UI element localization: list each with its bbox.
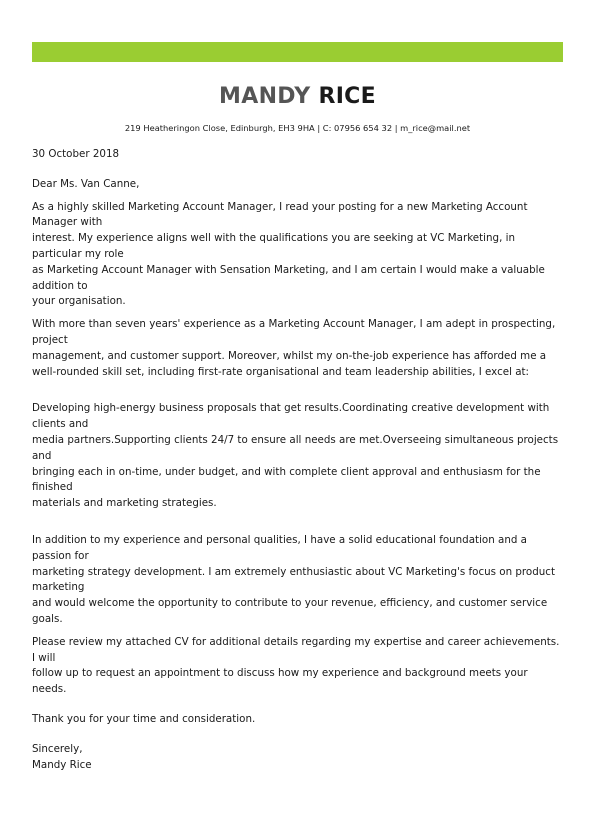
letter-body	[32, 147, 563, 773]
header-accent-bar	[32, 42, 563, 62]
letter-closing: Sincerely,	[32, 742, 83, 755]
applicant-last-name: RICE	[318, 84, 376, 109]
letter-paragraph-intro: As a highly skilled Marketing Account Manager, I read your posting for a new Marketing Account Manager with interest. My experience aligns well with the qualifications you are seeking at VC Marketing, in particular my role as Marketing Account Manager with Sensation Marketing, and I am certain I would make a valuable addition to your organisation.	[32, 200, 545, 308]
letter-date: 30 October 2018	[32, 148, 120, 160]
letter-salutation: Dear Ms. Van Canne,	[32, 177, 140, 190]
letter-paragraph-experience: With more than seven years' experience as a Marketing Account Manager, I am adept in prospecting, project management, and customer support. Moreover, whilst my on-the-job experience has afforded me a well-rounded skill set, including first-rate organisational and team leadership abilities, I excel at:	[32, 318, 556, 378]
letter-signature-name: Mandy Rice	[32, 758, 92, 771]
letter-paragraph-education: In addition to my experience and personal qualities, I have a solid educational foundation and a passion for marketing strategy development. I am extremely enthusiastic about VC Marketing's focus on product marketing and would welcome the opportunity to contribute to your revenue, efficiency, and customer service goals.	[32, 533, 555, 625]
letter-thanks: Thank you for your time and consideration.	[32, 712, 256, 725]
applicant-name	[0, 84, 595, 110]
contact-details: 219 Heatheringon Close, Edinburgh, EH3 9HA | C: 07956 654 32 | m_rice@mail.net	[124, 123, 471, 133]
letter-paragraph-skills: Developing high-energy business proposals that get results.Coordinating creative development with clients and media partners.Supporting clients 24/7 to ensure all needs are met.Overseeing simultaneous projects and bringing each in on-time, under budget, and with complete client approval and enthusiasm for the finished materials and marketing strategies.	[32, 402, 559, 510]
letter-paragraph-followup: Please review my attached CV for additional details regarding my expertise and career achievements. I will follow up to request an appointment to discuss how my experience and background meets your needs.	[32, 635, 560, 696]
applicant-first-name: MANDY	[219, 84, 311, 109]
